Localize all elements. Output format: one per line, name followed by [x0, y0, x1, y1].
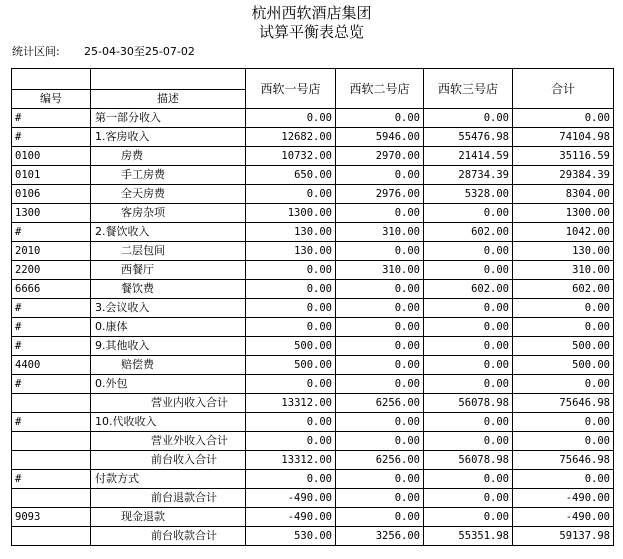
- cell-store-2: 5946.00: [336, 128, 424, 147]
- table-row[interactable]: [12, 375, 614, 394]
- cell-store-2: 0.00: [336, 299, 424, 318]
- cell-desc: 3.会议收入: [91, 299, 246, 318]
- cell-total: 0.00: [513, 432, 614, 451]
- table-row[interactable]: [12, 299, 614, 318]
- cell-total: 310.00: [513, 261, 614, 280]
- cell-store-1: 130.00: [246, 242, 336, 261]
- table-row[interactable]: [12, 204, 614, 223]
- period-value: 25-04-30至25-07-02: [84, 45, 195, 58]
- cell-code: 2010: [12, 242, 91, 261]
- cell-store-1: 0.00: [246, 261, 336, 280]
- cell-store-2: 0.00: [336, 337, 424, 356]
- cell-total: -490.00: [513, 508, 614, 527]
- cell-code: 0101: [12, 166, 91, 185]
- cell-store-3: 21414.59: [424, 147, 513, 166]
- col-header-store-2[interactable]: 西软二号店: [336, 69, 424, 109]
- cell-code: #: [12, 375, 91, 394]
- cell-store-1: 0.00: [246, 185, 336, 204]
- table-row[interactable]: [12, 451, 614, 470]
- cell-total: 602.00: [513, 280, 614, 299]
- table-row[interactable]: [12, 166, 614, 185]
- cell-store-1: 500.00: [246, 356, 336, 375]
- cell-store-3: 0.00: [424, 508, 513, 527]
- table-row[interactable]: [12, 394, 614, 413]
- cell-desc: 前台收入合计: [91, 451, 246, 470]
- cell-store-2: 310.00: [336, 223, 424, 242]
- col-header-store-3[interactable]: 西软三号店: [424, 69, 513, 109]
- cell-store-3: 0.00: [424, 299, 513, 318]
- table-row[interactable]: [12, 223, 614, 242]
- cell-store-2: 6256.00: [336, 394, 424, 413]
- cell-store-3: 0.00: [424, 413, 513, 432]
- table-row[interactable]: [12, 356, 614, 375]
- col-header-code[interactable]: 编号: [12, 90, 91, 109]
- cell-desc: 2.餐饮收入: [91, 223, 246, 242]
- cell-total: 500.00: [513, 337, 614, 356]
- cell-store-3: 0.00: [424, 204, 513, 223]
- cell-store-3: 0.00: [424, 489, 513, 508]
- cell-total: 0.00: [513, 109, 614, 128]
- table-row[interactable]: [12, 527, 614, 546]
- cell-store-1: 0.00: [246, 299, 336, 318]
- cell-store-2: 0.00: [336, 242, 424, 261]
- cell-store-2: 0.00: [336, 508, 424, 527]
- cell-store-1: 130.00: [246, 223, 336, 242]
- trial-balance-table: [11, 68, 614, 546]
- cell-desc: 房费: [91, 147, 246, 166]
- table-row[interactable]: [12, 318, 614, 337]
- table-row[interactable]: [12, 280, 614, 299]
- cell-store-3: 5328.00: [424, 185, 513, 204]
- cell-store-2: 0.00: [336, 375, 424, 394]
- cell-store-3: 56078.98: [424, 394, 513, 413]
- cell-total: 130.00: [513, 242, 614, 261]
- cell-code: [12, 527, 91, 546]
- cell-store-3: 0.00: [424, 432, 513, 451]
- cell-desc: 二层包间: [91, 242, 246, 261]
- cell-code: #: [12, 318, 91, 337]
- cell-store-2: 0.00: [336, 432, 424, 451]
- cell-store-1: 0.00: [246, 109, 336, 128]
- cell-desc: 付款方式: [91, 470, 246, 489]
- cell-code: #: [12, 128, 91, 147]
- cell-desc: 全天房费: [91, 185, 246, 204]
- cell-store-2: 0.00: [336, 489, 424, 508]
- cell-desc: 1.客房收入: [91, 128, 246, 147]
- cell-store-3: 0.00: [424, 356, 513, 375]
- cell-total: 29384.39: [513, 166, 614, 185]
- cell-store-3: 0.00: [424, 242, 513, 261]
- table-row[interactable]: [12, 489, 614, 508]
- cell-store-3: 0.00: [424, 375, 513, 394]
- cell-code: #: [12, 470, 91, 489]
- cell-desc: 前台收款合计: [91, 527, 246, 546]
- cell-code: 9093: [12, 508, 91, 527]
- table-row[interactable]: [12, 413, 614, 432]
- cell-desc: 赔偿费: [91, 356, 246, 375]
- cell-desc: 现金退款: [91, 508, 246, 527]
- cell-code: #: [12, 413, 91, 432]
- cell-store-3: 602.00: [424, 280, 513, 299]
- cell-store-1: 0.00: [246, 375, 336, 394]
- cell-code: 4400: [12, 356, 91, 375]
- cell-desc: 9.其他收入: [91, 337, 246, 356]
- cell-store-1: 13312.00: [246, 451, 336, 470]
- cell-store-3: 0.00: [424, 337, 513, 356]
- cell-store-2: 0.00: [336, 318, 424, 337]
- cell-total: 0.00: [513, 470, 614, 489]
- cell-store-3: 28734.39: [424, 166, 513, 185]
- table-row[interactable]: [12, 470, 614, 489]
- table-row[interactable]: [12, 242, 614, 261]
- cell-store-1: 10732.00: [246, 147, 336, 166]
- col-header-store-1[interactable]: 西软一号店: [246, 69, 336, 109]
- period-line: [12, 45, 195, 58]
- cell-total: 8304.00: [513, 185, 614, 204]
- cell-code: [12, 489, 91, 508]
- cell-total: 59137.98: [513, 527, 614, 546]
- cell-desc: 客房杂项: [91, 204, 246, 223]
- cell-code: #: [12, 299, 91, 318]
- cell-desc: 第一部分收入: [91, 109, 246, 128]
- cell-store-1: 0.00: [246, 318, 336, 337]
- cell-desc: 前台退款合计: [91, 489, 246, 508]
- cell-total: 1300.00: [513, 204, 614, 223]
- cell-total: 75646.98: [513, 394, 614, 413]
- cell-code: [12, 451, 91, 470]
- cell-store-2: 2970.00: [336, 147, 424, 166]
- cell-total: 0.00: [513, 375, 614, 394]
- col-header-desc[interactable]: 描述: [91, 90, 246, 109]
- cell-code: #: [12, 223, 91, 242]
- cell-code: [12, 394, 91, 413]
- cell-store-3: 0.00: [424, 261, 513, 280]
- cell-store-3: 55351.98: [424, 527, 513, 546]
- cell-store-2: 0.00: [336, 280, 424, 299]
- table-row[interactable]: [12, 185, 614, 204]
- table-row[interactable]: [12, 261, 614, 280]
- cell-code: #: [12, 109, 91, 128]
- table-row[interactable]: [12, 508, 614, 527]
- cell-desc: 手工房费: [91, 166, 246, 185]
- cell-store-2: 0.00: [336, 356, 424, 375]
- cell-store-1: -490.00: [246, 508, 336, 527]
- col-header-total[interactable]: 合计: [513, 69, 614, 109]
- table-row[interactable]: [12, 432, 614, 451]
- cell-store-2: 0.00: [336, 413, 424, 432]
- cell-desc: 0.康体: [91, 318, 246, 337]
- cell-code: #: [12, 337, 91, 356]
- cell-total: 0.00: [513, 299, 614, 318]
- header-stub-left: [12, 69, 91, 90]
- cell-code: 0100: [12, 147, 91, 166]
- cell-total: 0.00: [513, 413, 614, 432]
- company-title: 杭州西软酒店集团: [251, 4, 372, 22]
- cell-code: [12, 432, 91, 451]
- header-stub-right: [91, 69, 246, 90]
- cell-store-2: 0.00: [336, 109, 424, 128]
- period-label: 统计区间:: [12, 45, 60, 58]
- cell-desc: 餐饮费: [91, 280, 246, 299]
- cell-desc: 西餐厅: [91, 261, 246, 280]
- cell-desc: 营业内收入合计: [91, 394, 246, 413]
- cell-store-2: 0.00: [336, 470, 424, 489]
- table-row[interactable]: [12, 109, 614, 128]
- cell-store-2: 0.00: [336, 204, 424, 223]
- cell-desc: 营业外收入合计: [91, 432, 246, 451]
- cell-store-2: 3256.00: [336, 527, 424, 546]
- table-row[interactable]: [12, 128, 614, 147]
- cell-total: -490.00: [513, 489, 614, 508]
- cell-store-1: 0.00: [246, 413, 336, 432]
- cell-store-2: 6256.00: [336, 451, 424, 470]
- cell-store-2: 2976.00: [336, 185, 424, 204]
- cell-store-3: 602.00: [424, 223, 513, 242]
- cell-store-1: 500.00: [246, 337, 336, 356]
- cell-store-1: 530.00: [246, 527, 336, 546]
- cell-total: 1042.00: [513, 223, 614, 242]
- cell-store-1: 0.00: [246, 470, 336, 489]
- cell-store-1: 0.00: [246, 432, 336, 451]
- cell-store-1: 13312.00: [246, 394, 336, 413]
- table-row[interactable]: [12, 147, 614, 166]
- cell-code: 1300: [12, 204, 91, 223]
- cell-desc: 0.外包: [91, 375, 246, 394]
- cell-store-3: 55476.98: [424, 128, 513, 147]
- cell-desc: 10.代收收入: [91, 413, 246, 432]
- cell-total: 74104.98: [513, 128, 614, 147]
- cell-total: 75646.98: [513, 451, 614, 470]
- cell-store-3: 0.00: [424, 318, 513, 337]
- cell-code: 2200: [12, 261, 91, 280]
- report-title: 试算平衡表总览: [258, 23, 364, 41]
- cell-store-1: 12682.00: [246, 128, 336, 147]
- cell-store-1: 1300.00: [246, 204, 336, 223]
- cell-store-1: 650.00: [246, 166, 336, 185]
- cell-store-2: 0.00: [336, 166, 424, 185]
- cell-store-1: 0.00: [246, 280, 336, 299]
- cell-store-3: 56078.98: [424, 451, 513, 470]
- cell-total: 500.00: [513, 356, 614, 375]
- cell-total: 0.00: [513, 318, 614, 337]
- cell-store-1: -490.00: [246, 489, 336, 508]
- cell-code: 0106: [12, 185, 91, 204]
- cell-code: 6666: [12, 280, 91, 299]
- cell-store-3: 0.00: [424, 109, 513, 128]
- cell-store-2: 310.00: [336, 261, 424, 280]
- cell-store-3: 0.00: [424, 470, 513, 489]
- cell-total: 35116.59: [513, 147, 614, 166]
- table-row[interactable]: [12, 337, 614, 356]
